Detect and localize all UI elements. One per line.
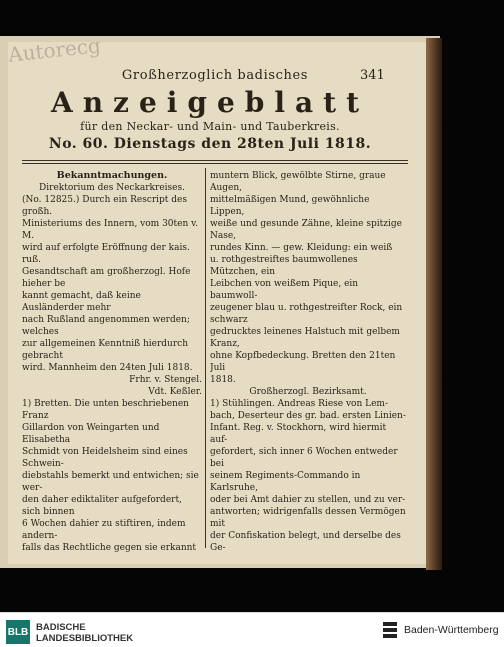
text-line: Infant. Reg. v. Stockhorn, wird hiermit auf- <box>210 423 387 445</box>
section-heading: Bekanntmachungen. <box>56 170 168 181</box>
text-line: kannt gemacht, daß keine Ausländerder mehr <box>22 291 141 313</box>
text-line: 1) Bretten. Die unten beschriebenen Franz <box>22 399 189 421</box>
text-line: Leibchen von weißem Pique, ein baumwoll- <box>210 279 359 301</box>
text-line: rundes Kinn. — gew. Kleidung: ein weiß <box>210 243 393 253</box>
text-line: 1818. <box>210 375 236 385</box>
text-line: gedrucktes leinenes Halstuch mit gelbem Kranz, <box>210 327 400 349</box>
text-line: Gesandtschaft am großherzogl. Hofe hieher be <box>22 267 191 289</box>
blb-name-line-1: BADISCHE <box>36 622 86 633</box>
masthead-subtitle: für den Neckar- und Main- und Tauberkreis. <box>80 120 340 133</box>
text-line: ohne Kopfbedeckung. Bretten den 21ten Juli <box>210 351 396 373</box>
text-line: nach Rußland angenommen werden; welches <box>22 315 190 337</box>
baden-wuerttemberg-lion-icon <box>382 621 398 641</box>
text-line: den daher ediktaliter aufgefordert, sich binnen <box>22 495 182 517</box>
left-column <box>22 170 202 554</box>
text-line: u. rothgestreiftes baumwollenes Mützchen, ein <box>210 255 358 277</box>
header-rule <box>22 160 408 161</box>
text-line: muntern Blick, gewölbte Stirne, graue Augen, <box>210 171 386 193</box>
right-column <box>210 170 406 554</box>
text-line: 1) Stühlingen. Andreas Riese von Lem- <box>210 399 388 409</box>
masthead-title: Anzeigeblatt <box>50 86 370 119</box>
blb-name-line-2: LANDESBIBLIOTHEK <box>36 633 134 644</box>
signature: Vdt. Keßler. <box>148 387 202 397</box>
signature: Frhr. v. Stengel. <box>129 375 202 385</box>
text-line: Ministeriums des Innern, vom 30ten v. M. <box>22 219 199 241</box>
handwritten-scribble: Autorecg <box>6 33 102 67</box>
text-line: weiße und gesunde Zähne, kleine spitzige Nase, <box>210 219 402 241</box>
text-line: wird auf erfolgte Eröffnung der kais. ruß. <box>22 243 190 265</box>
office-heading: Großherzogl. Bezirksamt. <box>249 387 367 397</box>
text-line: Schmidt von Heidelsheim sind eines Schwein- <box>22 447 188 469</box>
text-line: 6 Wochen dahier zu stiftiren, indem andern- <box>22 519 186 541</box>
page-number: 341 <box>360 68 385 83</box>
text-line: antworten; widrigenfalls dessen Vermögen mit <box>210 507 406 529</box>
column-divider <box>205 168 206 548</box>
text-line: der Confiskation belegt, und derselbe des Ge- <box>210 531 401 553</box>
text-line: wird. Mannheim den 24ten Juli 1818. <box>22 363 193 373</box>
issue-line: No. 60. Dienstags den 28ten Juli 1818. <box>48 136 372 152</box>
text-line: Gillardon von Weingarten und Elisabetha <box>22 423 160 445</box>
footer-bar <box>0 612 504 647</box>
text-line: falls das Rechtliche gegen sie erkannt <box>22 543 197 553</box>
text-line: bach, Deserteur des gr. bad. ersten Linien- <box>210 411 406 421</box>
text-line: zeugener blau u. rothgestreifter Rock, ein schwarz <box>210 303 403 325</box>
blb-logo[interactable]: BLB <box>6 620 30 644</box>
text-line: (No. 12825.) Durch ein Rescript des großh. <box>22 195 187 217</box>
book-binding <box>426 38 442 570</box>
text-line: diebstahls bemerkt und entwichen; sie wer- <box>22 471 199 493</box>
text-line: zur allgemeinen Kenntniß hierdurch gebracht <box>22 339 188 361</box>
text-line: oder bei Amt dahier zu stellen, und zu ver- <box>210 495 406 505</box>
baden-wuerttemberg-label[interactable]: Baden-Württemberg <box>404 624 499 636</box>
running-header: Großherzoglich badisches <box>121 68 309 83</box>
section-subheading: Direktorium des Neckarkreises. <box>39 183 185 193</box>
text-line: gefordert, sich inner 6 Wochen entweder bei <box>210 447 398 469</box>
header-rule-thin <box>22 163 408 164</box>
text-line: mittelmäßigen Mund, gewöhnliche Lippen, <box>210 195 370 217</box>
text-line: seinem Regiments-Commando in Karlsruhe, <box>210 471 361 493</box>
